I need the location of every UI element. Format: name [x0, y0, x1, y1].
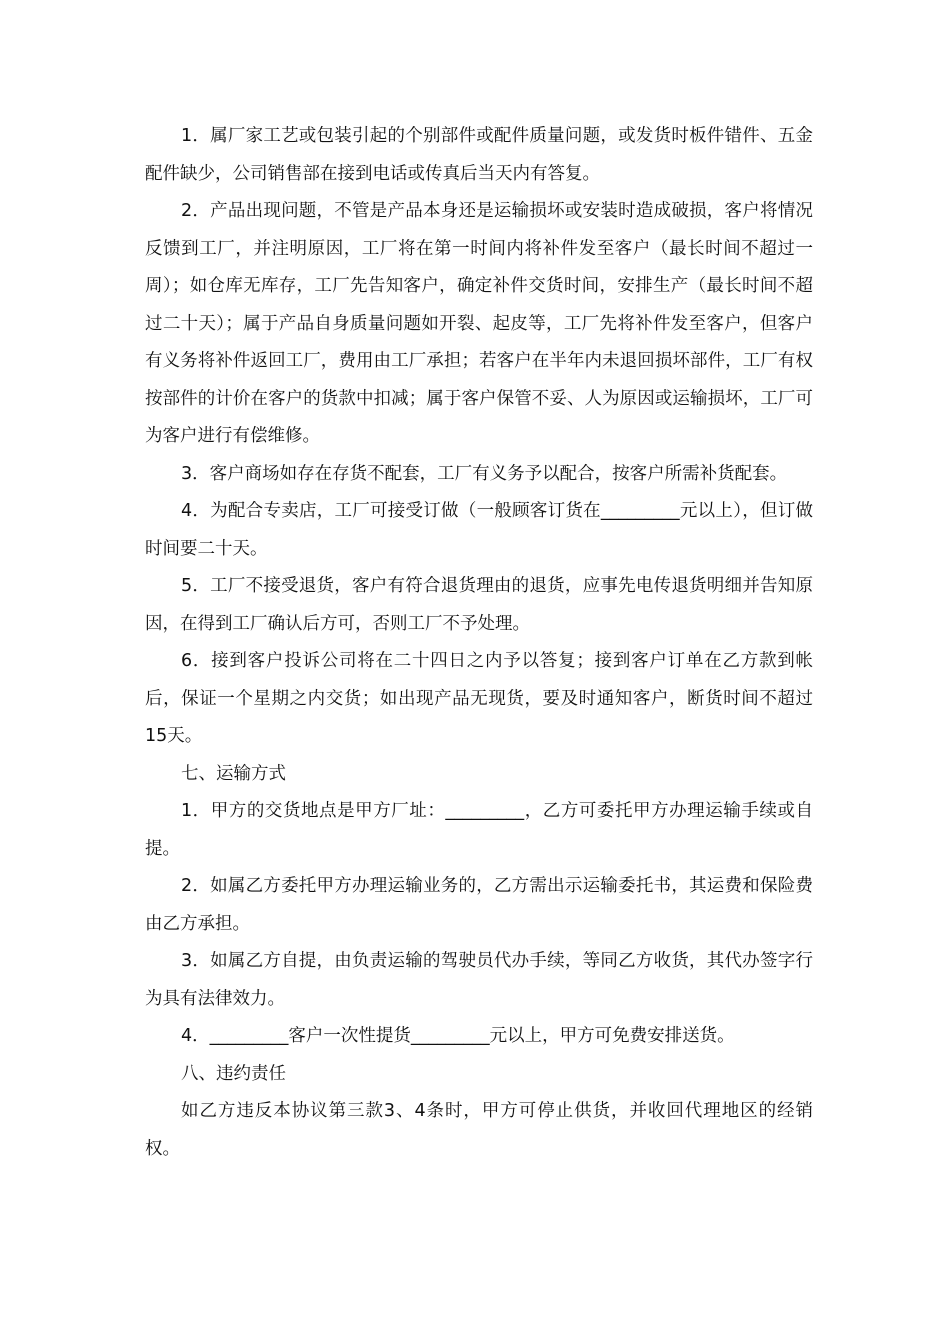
transport-clause-2: 2．如属乙方委托甲方办理运输业务的，乙方需出示运输委托书，其运费和保险费由乙方承担。 [145, 876, 813, 934]
clause-6-complaints: 6．接到客户投诉公司将在二十四日之内予以答复；接到客户订单在乙方款到帐后，保证一个星期之内交货；如出现产品无现货，要及时通知客户，断货时间不超过15天。 [145, 651, 813, 746]
document-body [145, 118, 813, 1168]
transport-clause-4: 4．_________客户一次性提货_________元以上，甲方可免费安排送货。 [181, 1026, 735, 1046]
breach-clause: 如乙方违反本协议第三款3、4条时，甲方可停止供货，并收回代理地区的经销权。 [145, 1101, 813, 1159]
clause-3-stock-mismatch: 3．客户商场如存在存货不配套，工厂有义务予以配合，按客户所需补货配套。 [181, 463, 788, 484]
clause-2-product-problem: 2．产品出现问题，不管是产品本身还是运输损坏或安装时造成破损，客户将情况反馈到工厂，并注明原因，工厂将在第一时间内将补件发至客户（最长时间不超过一周）；如仓库无库存，工厂先告知客户，确定补件交货时间，安排生产（最长时间不超过二十天）；属于产品自身质量问题如开裂、起皮等，工厂先将补件发至客户，但客户有义务将补件返回工厂，费用由工厂承担；若客户在半年内未退回损坏部件，工厂有权按部件的计价在客户的货款中扣减；属于客户保管不妥、人为原因或运输损坏，工厂可为客户进行有偿维修。 [145, 201, 813, 446]
section-heading-transport: 七、运输方式 [181, 763, 286, 784]
clause-1-quality-issue: 1．属厂家工艺或包装引起的个别部件或配件质量问题，或发货时板件错件、五金配件缺少，公司销售部在接到电话或传真后当天内有答复。 [145, 126, 813, 184]
section-heading-breach: 八、违约责任 [181, 1063, 286, 1084]
clause-4-custom-order: 4．为配合专卖店，工厂可接受订做（一般顾客订货在_________元以上），但订做时间要二十天。 [145, 501, 813, 559]
clause-5-returns: 5．工厂不接受退货，客户有符合退货理由的退货，应事先电传退货明细并告知原因，在得到工厂确认后方可，否则工厂不予处理。 [145, 576, 813, 634]
transport-clause-3: 3．如属乙方自提，由负责运输的驾驶员代办手续，等同乙方收货，其代办签字行为具有法律效力。 [145, 951, 813, 1009]
transport-clause-1: 1．甲方的交货地点是甲方厂址：_________，乙方可委托甲方办理运输手续或自提。 [145, 801, 813, 859]
